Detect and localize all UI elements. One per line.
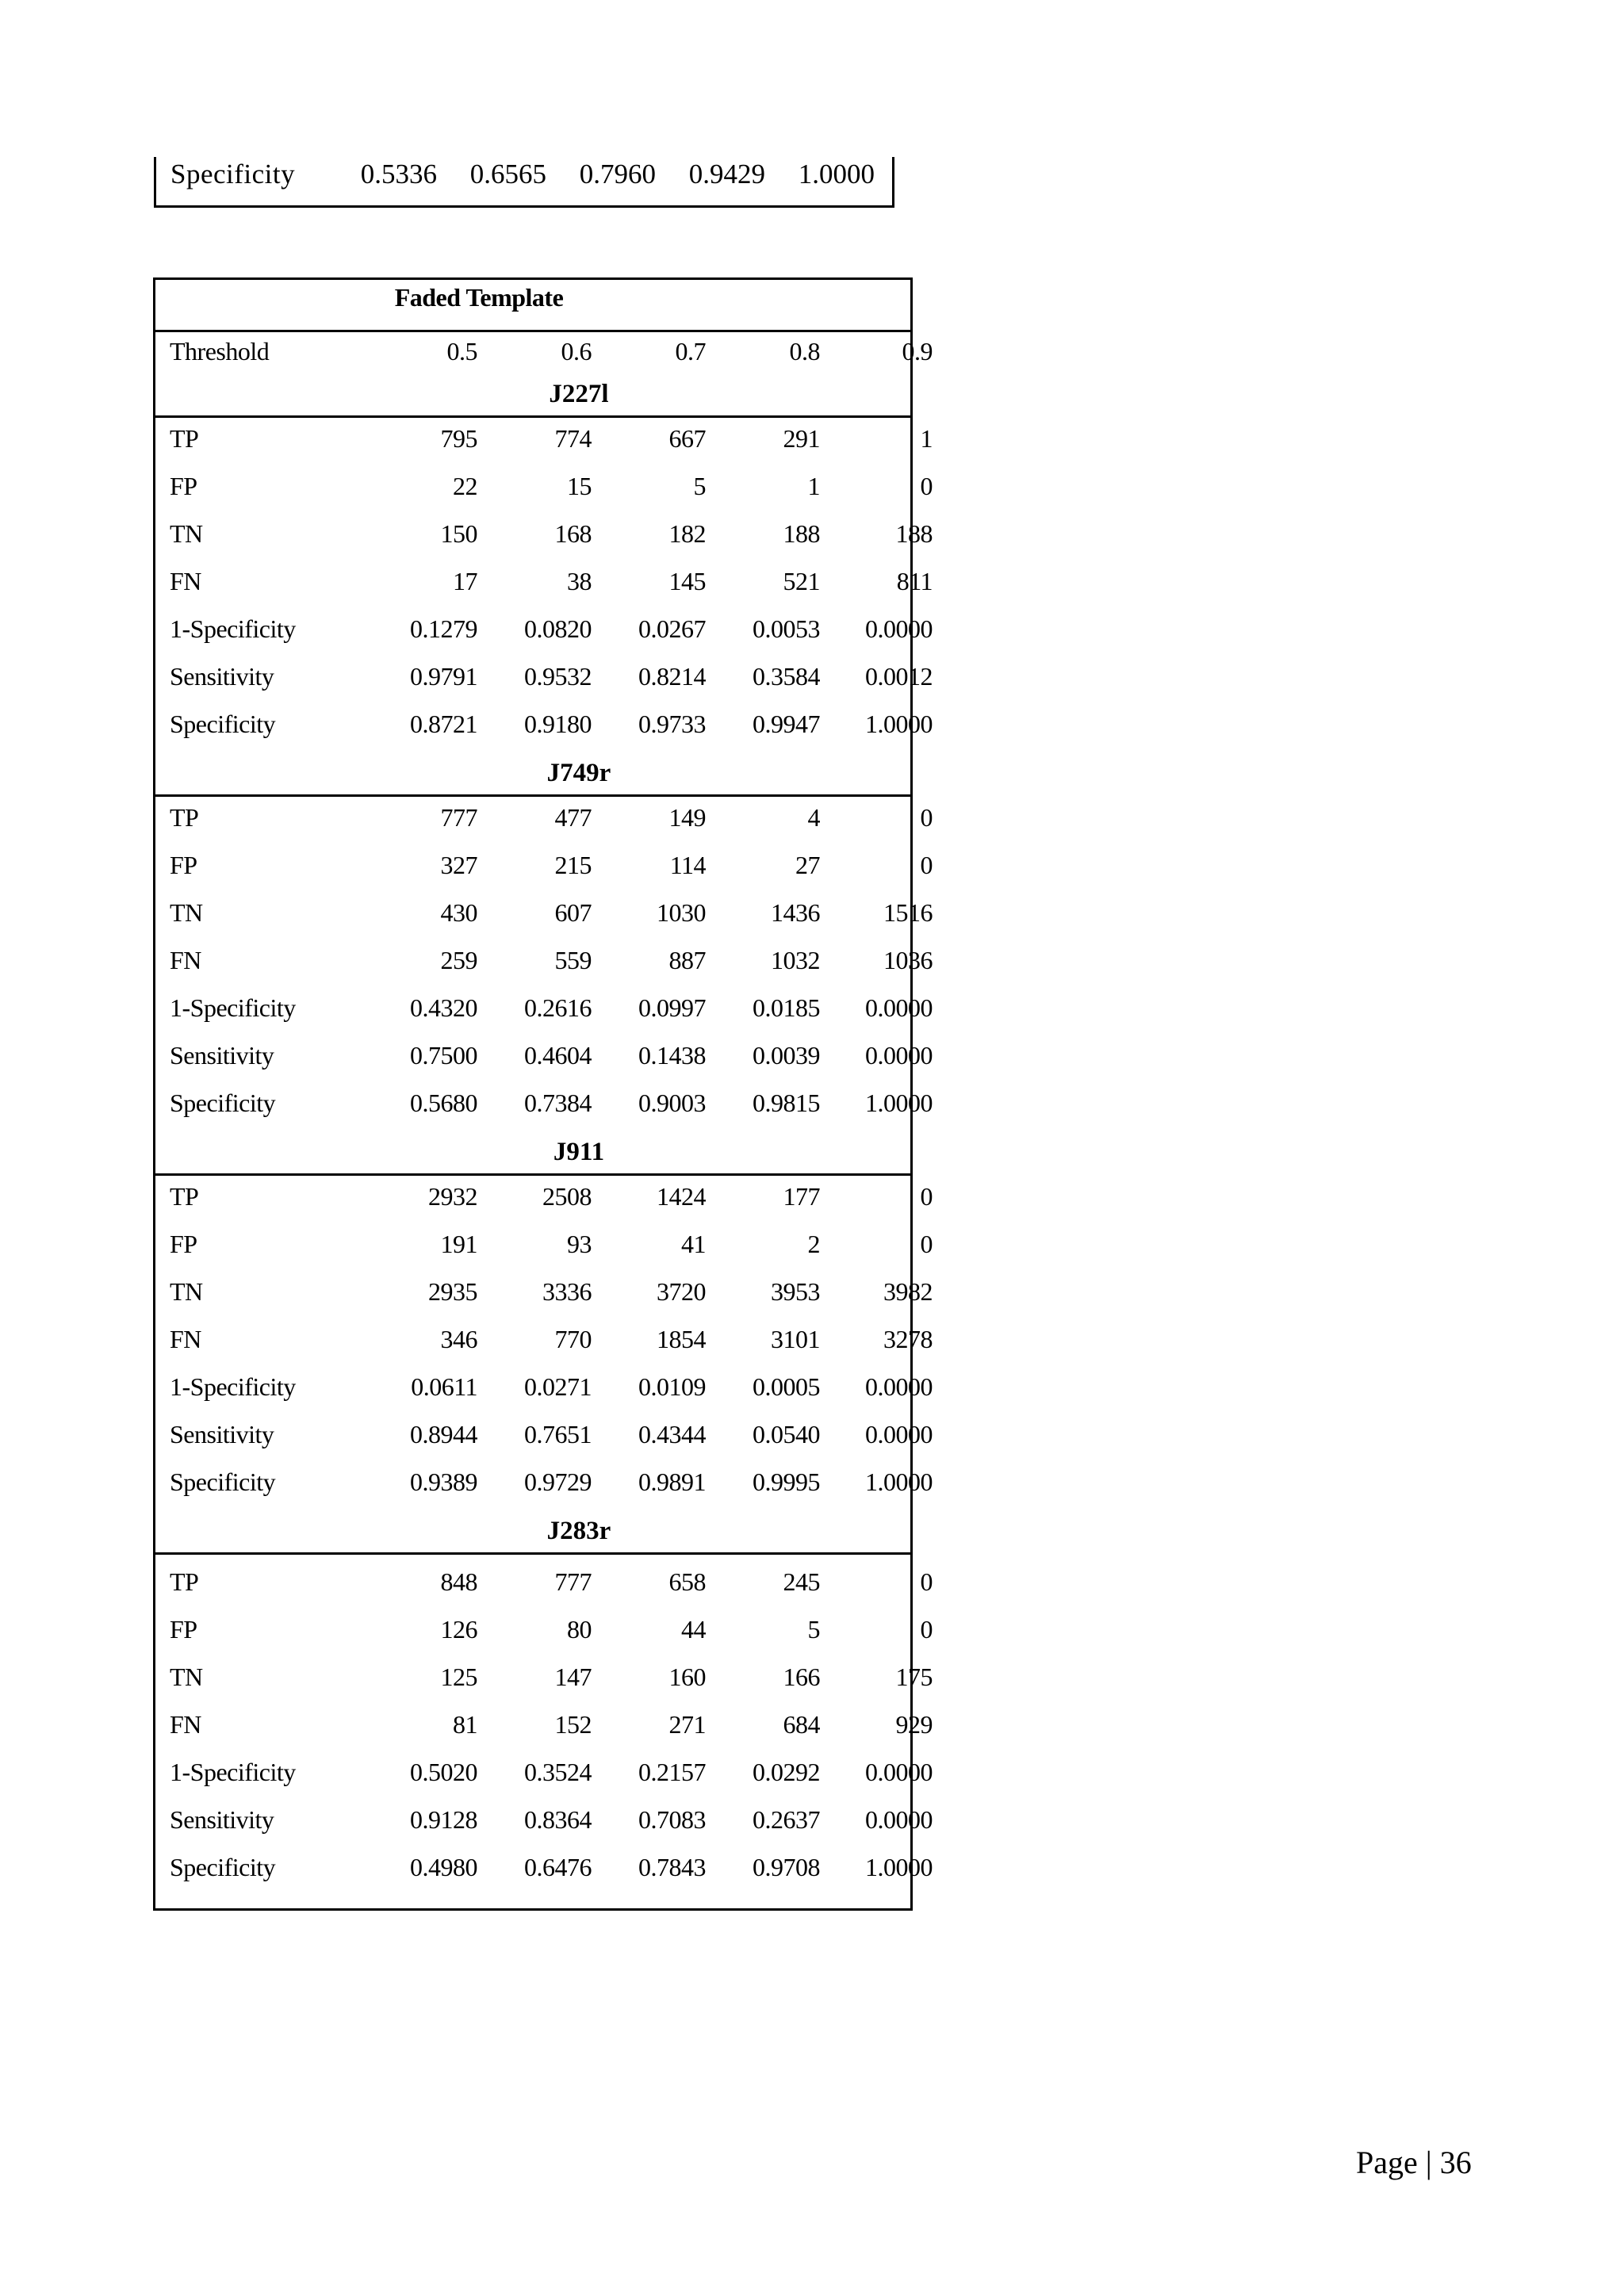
table-cell: 0.0271	[524, 1372, 592, 1401]
table-cell: 0.9791	[410, 662, 477, 691]
table-cell: 0.4344	[638, 1420, 706, 1448]
table-cell: 0.2157	[638, 1758, 706, 1786]
table-cell: 38	[567, 567, 592, 595]
table-row	[155, 1410, 933, 1458]
section-name: J283r	[546, 1517, 611, 1545]
table-row	[155, 1031, 933, 1079]
table-cell: 125	[440, 1663, 477, 1691]
table-cell: 327	[440, 851, 477, 879]
continuation-value: 1.0000	[798, 159, 875, 189]
table-row	[155, 1220, 933, 1268]
table-cell: 0.9891	[638, 1468, 706, 1496]
table-cell: 0.8364	[524, 1805, 592, 1834]
row-label: Sensitivity	[170, 1805, 274, 1834]
table-row	[155, 1315, 933, 1363]
table-cell: 0.6476	[524, 1853, 592, 1881]
table-cell: 1030	[657, 898, 706, 927]
row-label: Threshold	[170, 337, 270, 365]
row-label: Sensitivity	[170, 1420, 274, 1448]
table-row	[155, 1079, 933, 1127]
table-cell: 80	[567, 1615, 592, 1644]
table-cell: 0.0185	[753, 993, 820, 1022]
table-cell: 44	[681, 1615, 706, 1644]
table-cell: 1516	[883, 898, 933, 927]
table-cell: 0.0012	[865, 662, 933, 691]
row-label: FP	[170, 1230, 197, 1258]
table-cell: 0.0000	[865, 993, 933, 1022]
table-row	[155, 415, 933, 462]
row-label: FP	[170, 1615, 197, 1644]
continuation-value: 0.5336	[360, 159, 437, 189]
table-cell: 3982	[883, 1277, 933, 1306]
section-header	[155, 751, 910, 797]
table-cell: 81	[453, 1710, 477, 1739]
table-cell: 1.0000	[865, 1853, 933, 1881]
row-label: FN	[170, 1325, 201, 1353]
row-label: 1-Specificity	[170, 1372, 296, 1401]
table-cell: 0.0000	[865, 1372, 933, 1401]
table-cell: 0.8721	[410, 710, 477, 738]
table-cell: 188	[783, 519, 820, 548]
row-label: Specificity	[170, 710, 276, 738]
table-cell: 41	[681, 1230, 706, 1258]
table-cell: 93	[567, 1230, 592, 1258]
table-cell: 811	[896, 567, 933, 595]
table-cell: 166	[783, 1663, 820, 1691]
continuation-value: 0.6565	[469, 159, 546, 189]
table-cell: 0.9995	[753, 1468, 820, 1496]
table-cell: 777	[554, 1567, 592, 1596]
table-row	[155, 510, 933, 557]
table-title-row	[155, 280, 910, 332]
table-cell: 0.7651	[524, 1420, 592, 1448]
table-cell: 168	[554, 519, 592, 548]
table-cell: 0.0820	[524, 614, 592, 643]
table-cell: 15	[567, 472, 592, 500]
row-label: Specificity	[170, 1468, 276, 1496]
table-cell: 1.0000	[865, 1089, 933, 1117]
row-label: TN	[170, 1663, 203, 1691]
table-cell: 0.7083	[638, 1805, 706, 1834]
table-cell: 0.2616	[524, 993, 592, 1022]
table-cell: 191	[440, 1230, 477, 1258]
continuation-row-label: Specificity	[170, 159, 296, 189]
table-cell: 0.9	[902, 337, 933, 365]
section-name: J911	[553, 1138, 605, 1166]
table-cell: 1424	[657, 1182, 706, 1211]
row-label: Sensitivity	[170, 1041, 274, 1070]
table-cell: 22	[453, 472, 477, 500]
table-cell: 1.0000	[865, 1468, 933, 1496]
table-cell: 0.9815	[753, 1089, 820, 1117]
table-cell: 0	[920, 1182, 933, 1211]
table-cell: 521	[783, 567, 820, 595]
table-cell: 346	[440, 1325, 477, 1353]
table-row	[155, 462, 933, 510]
row-label: TP	[170, 424, 199, 453]
table-cell: 0.0000	[865, 614, 933, 643]
table-cell: 259	[440, 946, 477, 974]
table-cell: 0.5680	[410, 1089, 477, 1117]
table-row	[155, 841, 933, 889]
table-cell: 0.2637	[753, 1805, 820, 1834]
table-cell: 0.4320	[410, 993, 477, 1022]
continuation-table	[154, 157, 894, 208]
table-cell: 1436	[771, 898, 820, 927]
table-cell: 0.9708	[753, 1853, 820, 1881]
section-name: J227l	[549, 380, 609, 408]
table-cell: 2932	[428, 1182, 477, 1211]
section-name: J749r	[546, 759, 611, 787]
table-row	[155, 1605, 933, 1653]
table-cell: 0.0005	[753, 1372, 820, 1401]
table-cell: 1	[807, 472, 820, 500]
row-label: TN	[170, 1277, 203, 1306]
table-cell: 215	[554, 851, 592, 879]
row-label: TP	[170, 1567, 199, 1596]
table-cell: 0.5020	[410, 1758, 477, 1786]
table-cell: 0.0267	[638, 614, 706, 643]
table-cell: 774	[554, 424, 592, 453]
table-cell: 0.3524	[524, 1758, 592, 1786]
table-cell: 0.1438	[638, 1041, 706, 1070]
row-label: FN	[170, 1710, 201, 1739]
table-cell: 114	[669, 851, 706, 879]
table-cell: 0.9389	[410, 1468, 477, 1496]
row-label: Sensitivity	[170, 662, 274, 691]
table-cell: 0.0053	[753, 614, 820, 643]
table-cell: 0	[920, 1615, 933, 1644]
table-cell: 182	[668, 519, 706, 548]
table-cell: 430	[440, 898, 477, 927]
table-cell: 777	[440, 803, 477, 832]
table-cell: 559	[554, 946, 592, 974]
table-cell: 770	[554, 1325, 592, 1353]
table-cell: 160	[668, 1663, 706, 1691]
table-row	[155, 1701, 933, 1748]
table-row	[155, 605, 933, 652]
table-row	[155, 557, 933, 605]
threshold-row	[155, 327, 933, 375]
table-cell: 3336	[542, 1277, 592, 1306]
table-cell: 929	[895, 1710, 933, 1739]
table-cell: 0.9733	[638, 710, 706, 738]
table-cell: 0.0000	[865, 1420, 933, 1448]
table-cell: 0	[920, 803, 933, 832]
table-row	[155, 1653, 933, 1701]
table-cell: 149	[668, 803, 706, 832]
table-cell: 0.9003	[638, 1089, 706, 1117]
row-label: 1-Specificity	[170, 993, 296, 1022]
table-cell: 188	[895, 519, 933, 548]
table-cell: 607	[554, 898, 592, 927]
table-cell: 1032	[771, 946, 820, 974]
section-header	[155, 1130, 910, 1176]
table-title: Faded Template	[394, 283, 564, 312]
table-cell: 291	[783, 424, 820, 453]
page-number: Page | 36	[1356, 2145, 1472, 2180]
table-cell: 2935	[428, 1277, 477, 1306]
table-row	[155, 1268, 933, 1315]
table-cell: 0.8944	[410, 1420, 477, 1448]
table-cell: 0.9729	[524, 1468, 592, 1496]
table-cell: 147	[554, 1663, 592, 1691]
table-cell: 177	[783, 1182, 820, 1211]
row-label: TN	[170, 898, 203, 927]
table-cell: 795	[440, 424, 477, 453]
row-label: 1-Specificity	[170, 1758, 296, 1786]
table-row	[155, 1843, 933, 1891]
row-label: TP	[170, 803, 199, 832]
row-label: FP	[170, 472, 197, 500]
table-cell: 0	[920, 1230, 933, 1258]
section-header	[155, 1509, 910, 1555]
table-row	[155, 1458, 933, 1506]
row-label: FN	[170, 567, 201, 595]
table-cell: 5	[693, 472, 706, 500]
table-cell: 0.7500	[410, 1041, 477, 1070]
table-cell: 271	[668, 1710, 706, 1739]
table-cell: 477	[554, 803, 592, 832]
table-cell: 0.5	[446, 337, 477, 365]
table-cell: 0.0540	[753, 1420, 820, 1448]
section-header	[155, 372, 910, 418]
table-cell: 0.4604	[524, 1041, 592, 1070]
table-row	[155, 936, 933, 984]
table-cell: 150	[440, 519, 477, 548]
table-cell: 3953	[771, 1277, 820, 1306]
table-cell: 0.8	[789, 337, 820, 365]
table-cell: 245	[783, 1567, 820, 1596]
table-cell: 0.9947	[753, 710, 820, 738]
table-cell: 887	[668, 946, 706, 974]
row-label: TN	[170, 519, 203, 548]
table-cell: 1	[920, 424, 933, 453]
table-cell: 0.6	[561, 337, 592, 365]
table-cell: 658	[668, 1567, 706, 1596]
table-cell: 0.0000	[865, 1805, 933, 1834]
table-cell: 0.0611	[411, 1372, 477, 1401]
table-cell: 0.0997	[638, 993, 706, 1022]
table-cell: 0.0039	[753, 1041, 820, 1070]
row-label: TP	[170, 1182, 199, 1211]
table-cell: 17	[453, 567, 477, 595]
table-cell: 0.4980	[410, 1853, 477, 1881]
table-cell: 0.7384	[524, 1089, 592, 1117]
table-cell: 3278	[883, 1325, 933, 1353]
table-cell: 126	[440, 1615, 477, 1644]
table-cell: 0.3584	[753, 662, 820, 691]
row-label: FP	[170, 851, 197, 879]
table-row	[155, 1796, 933, 1843]
table-cell: 0.1279	[410, 614, 477, 643]
table-cell: 0.9128	[410, 1805, 477, 1834]
table-row	[155, 889, 933, 936]
table-cell: 0	[920, 472, 933, 500]
table-cell: 0.9180	[524, 710, 592, 738]
row-label: Specificity	[170, 1089, 276, 1117]
table-cell: 2508	[542, 1182, 592, 1211]
table-cell: 667	[668, 424, 706, 453]
row-label: FN	[170, 946, 201, 974]
row-label: Specificity	[170, 1853, 276, 1881]
faded-template-table	[153, 277, 933, 1911]
table-cell: 0.0000	[865, 1758, 933, 1786]
table-cell: 0.0109	[638, 1372, 706, 1401]
table-row	[155, 1363, 933, 1410]
table-cell: 145	[668, 567, 706, 595]
table-cell: 3101	[771, 1325, 820, 1353]
table-cell: 0.7	[675, 337, 706, 365]
table-row	[155, 1173, 933, 1220]
table-row	[155, 700, 933, 748]
table-cell: 2	[807, 1230, 820, 1258]
table-cell: 152	[554, 1710, 592, 1739]
table-cell: 175	[895, 1663, 933, 1691]
table-cell: 0	[920, 1567, 933, 1596]
table-cell: 0.9532	[524, 662, 592, 691]
table-cell: 0.8214	[638, 662, 706, 691]
continuation-value: 0.7960	[579, 159, 656, 189]
table-cell: 5	[807, 1615, 820, 1644]
table-cell: 3720	[657, 1277, 706, 1306]
table-cell: 1036	[883, 946, 933, 974]
table-cell: 1.0000	[865, 710, 933, 738]
continuation-value: 0.9429	[688, 159, 765, 189]
table-cell: 27	[795, 851, 820, 879]
table-row	[155, 652, 933, 700]
table-cell: 0.0000	[865, 1041, 933, 1070]
table-cell: 0	[920, 851, 933, 879]
table-cell: 0.7843	[638, 1853, 706, 1881]
table-cell: 684	[783, 1710, 820, 1739]
table-row	[155, 984, 933, 1031]
table-row	[155, 1748, 933, 1796]
table-cell: 1854	[657, 1325, 706, 1353]
table-cell: 848	[440, 1567, 477, 1596]
table-row	[155, 794, 933, 841]
table-cell: 0.0292	[753, 1758, 820, 1786]
table-row	[155, 1558, 933, 1605]
table-cell: 4	[807, 803, 820, 832]
row-label: 1-Specificity	[170, 614, 296, 643]
